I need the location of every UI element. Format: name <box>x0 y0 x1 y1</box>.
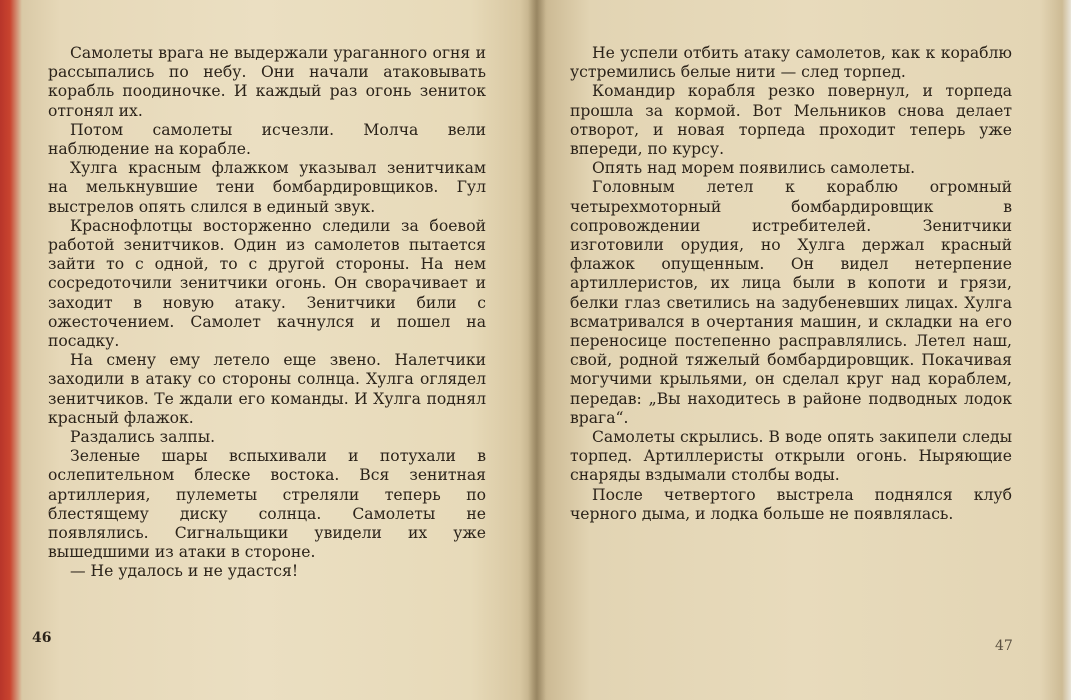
paragraph: Самолеты врага не выдержали ураганного огня и рассыпались по небу. Они начали атаковывать корабль поодиночке. И каждый раз огонь зениток отгонял их. <box>48 44 486 120</box>
paragraph: На смену ему летело еще звено. Налетчики заходили в атаку со стороны солнца. Хулга оглядел зенитчиков. Те ждали его команды. И Хулга поднял красный флажок. <box>48 351 486 427</box>
paragraph: Не успели отбить атаку самолетов, как к кораблю устремились белые нити — след торпед. <box>570 44 1012 82</box>
paragraph: — Не удалось и не удастся! <box>70 562 299 581</box>
paragraph: Зеленые шары вспыхивали и потухали в ослепительном блеске востока. Вся зенитная артиллерия, пулеметы стреляли теперь по блестящему диску солнца. Самолеты не появлялись. Сигнальщики увидели их уже вышедшими из атаки в стороне. <box>48 447 486 562</box>
page-number-left: 46 <box>32 630 52 646</box>
book-spine <box>528 0 546 700</box>
paragraph: Потом самолеты исчезли. Молча вели наблюдение на корабле. <box>48 120 486 159</box>
paragraph: Головным летел к кораблю огромный четырехмоторный бомбардировщик в сопровождении истребителей. Зенитчики изготовили орудия, но Хулга держал красный флажок опущенным. Он видел нетерпение артиллеристов, их лица были в копоти и грязи, белки глаз светились на задубеневших лицах. Хулга всматривался в очертания машин, и складки на его переносице постепенно расправлялись. Летел наш, свой, родной тяжелый бомбардировщик. Покачивая могучими крыльями, он сделал круг над кораблем, передав: „Вы находитесь в районе подводных лодок врага“. <box>570 178 1012 427</box>
page-number-right: 47 <box>995 638 1013 654</box>
paragraph: Раздались залпы. <box>70 428 216 447</box>
paragraph: Опять над морем появились самолеты. <box>592 159 916 178</box>
right-page-text <box>570 44 1012 524</box>
paragraph: После четвертого выстрела поднялся клуб черного дыма, и лодка больше не появлялась. <box>570 485 1012 523</box>
left-page-text <box>48 44 486 582</box>
paragraph: Самолеты скрылись. В воде опять закипели следы торпед. Артиллеристы открыли огонь. Ныряющие снаряды вздымали столбы воды. <box>570 428 1012 485</box>
paragraph: Командир корабля резко повернул, и торпеда прошла за кормой. Вот Мельников снова делает отворот, и новая торпеда проходит теперь уже впереди, по курсу. <box>570 82 1012 159</box>
paragraph: Хулга красным флажком указывал зенитчикам на мелькнувшие тени бомбардировщиков. Гул выстрелов опять слился в единый звук. <box>48 159 486 216</box>
paragraph: Краснофлотцы восторженно следили за боевой работой зенитчиков. Один из самолетов пытается зайти то с одной, то с другой стороны. На нем сосредоточили зенитчики огонь. Он сворачивает и заходит в новую атаку. Зенитчики били с ожесточением. Самолет качнулся и пошел на посадку. <box>48 216 486 351</box>
